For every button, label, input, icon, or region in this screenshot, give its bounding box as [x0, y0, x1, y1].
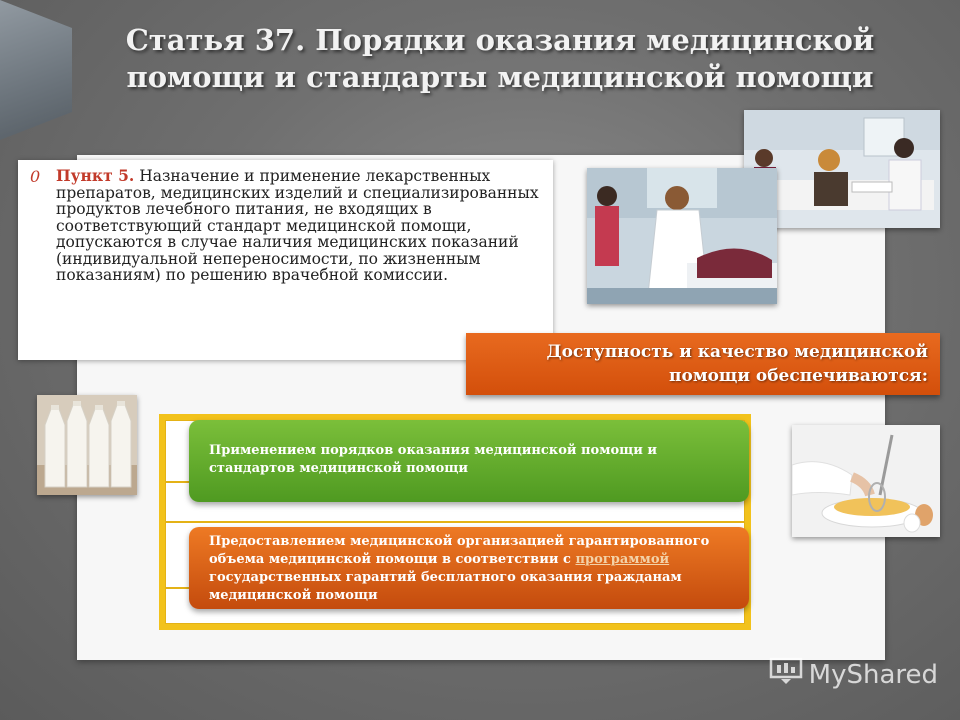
watermark-text: MyShared — [808, 659, 938, 690]
watermark — [769, 657, 938, 692]
hospital-ward-photo — [587, 168, 777, 304]
title-line-1: Статья 37. Порядки оказания медицинской — [125, 23, 875, 57]
bullet-icon: 0 — [30, 167, 41, 186]
list-item-standards-text: Применением порядков оказания медицинской помощи и стандартов медицинской помощи — [209, 443, 658, 476]
banner-line-2: помощи обеспечиваются: — [669, 366, 928, 386]
page-title — [120, 22, 880, 96]
program-link[interactable]: программой — [575, 552, 670, 567]
milk-bottles-photo — [37, 395, 137, 495]
paragraph-box — [18, 160, 553, 360]
list-item-guarantee-text-after: государственных гарантий бесплатного оказания гражданам медицинской помощи — [209, 570, 682, 603]
paragraph-text: Назначение и применение лекарственных препаратов, медицинских изделий и специализированных продуктов лечебного питания, не входящих в соответствующий стандарт медицинской помощи, допускаются в случае наличия медицинских показаний (индивидуальной непереносимости, по жизненным показаниям) по решению врачебной комиссии. — [56, 167, 539, 284]
point-label: Пункт 5. — [56, 166, 135, 185]
list-item-guarantee — [189, 527, 749, 609]
list-item-standards — [189, 420, 749, 502]
banner-line-1: Доступность и качество медицинской — [546, 342, 928, 362]
corner-decoration — [0, 0, 72, 140]
whisk-eggs-photo — [792, 425, 940, 537]
list-item-guarantee-text-before: Предоставлением медицинской организацией гарантированного объема медицинской помощи в соответствии с — [209, 534, 710, 567]
access-quality-banner — [466, 333, 940, 395]
presentation-icon — [769, 657, 803, 692]
title-line-2: помощи и стандарты медицинской помощи — [126, 60, 874, 94]
